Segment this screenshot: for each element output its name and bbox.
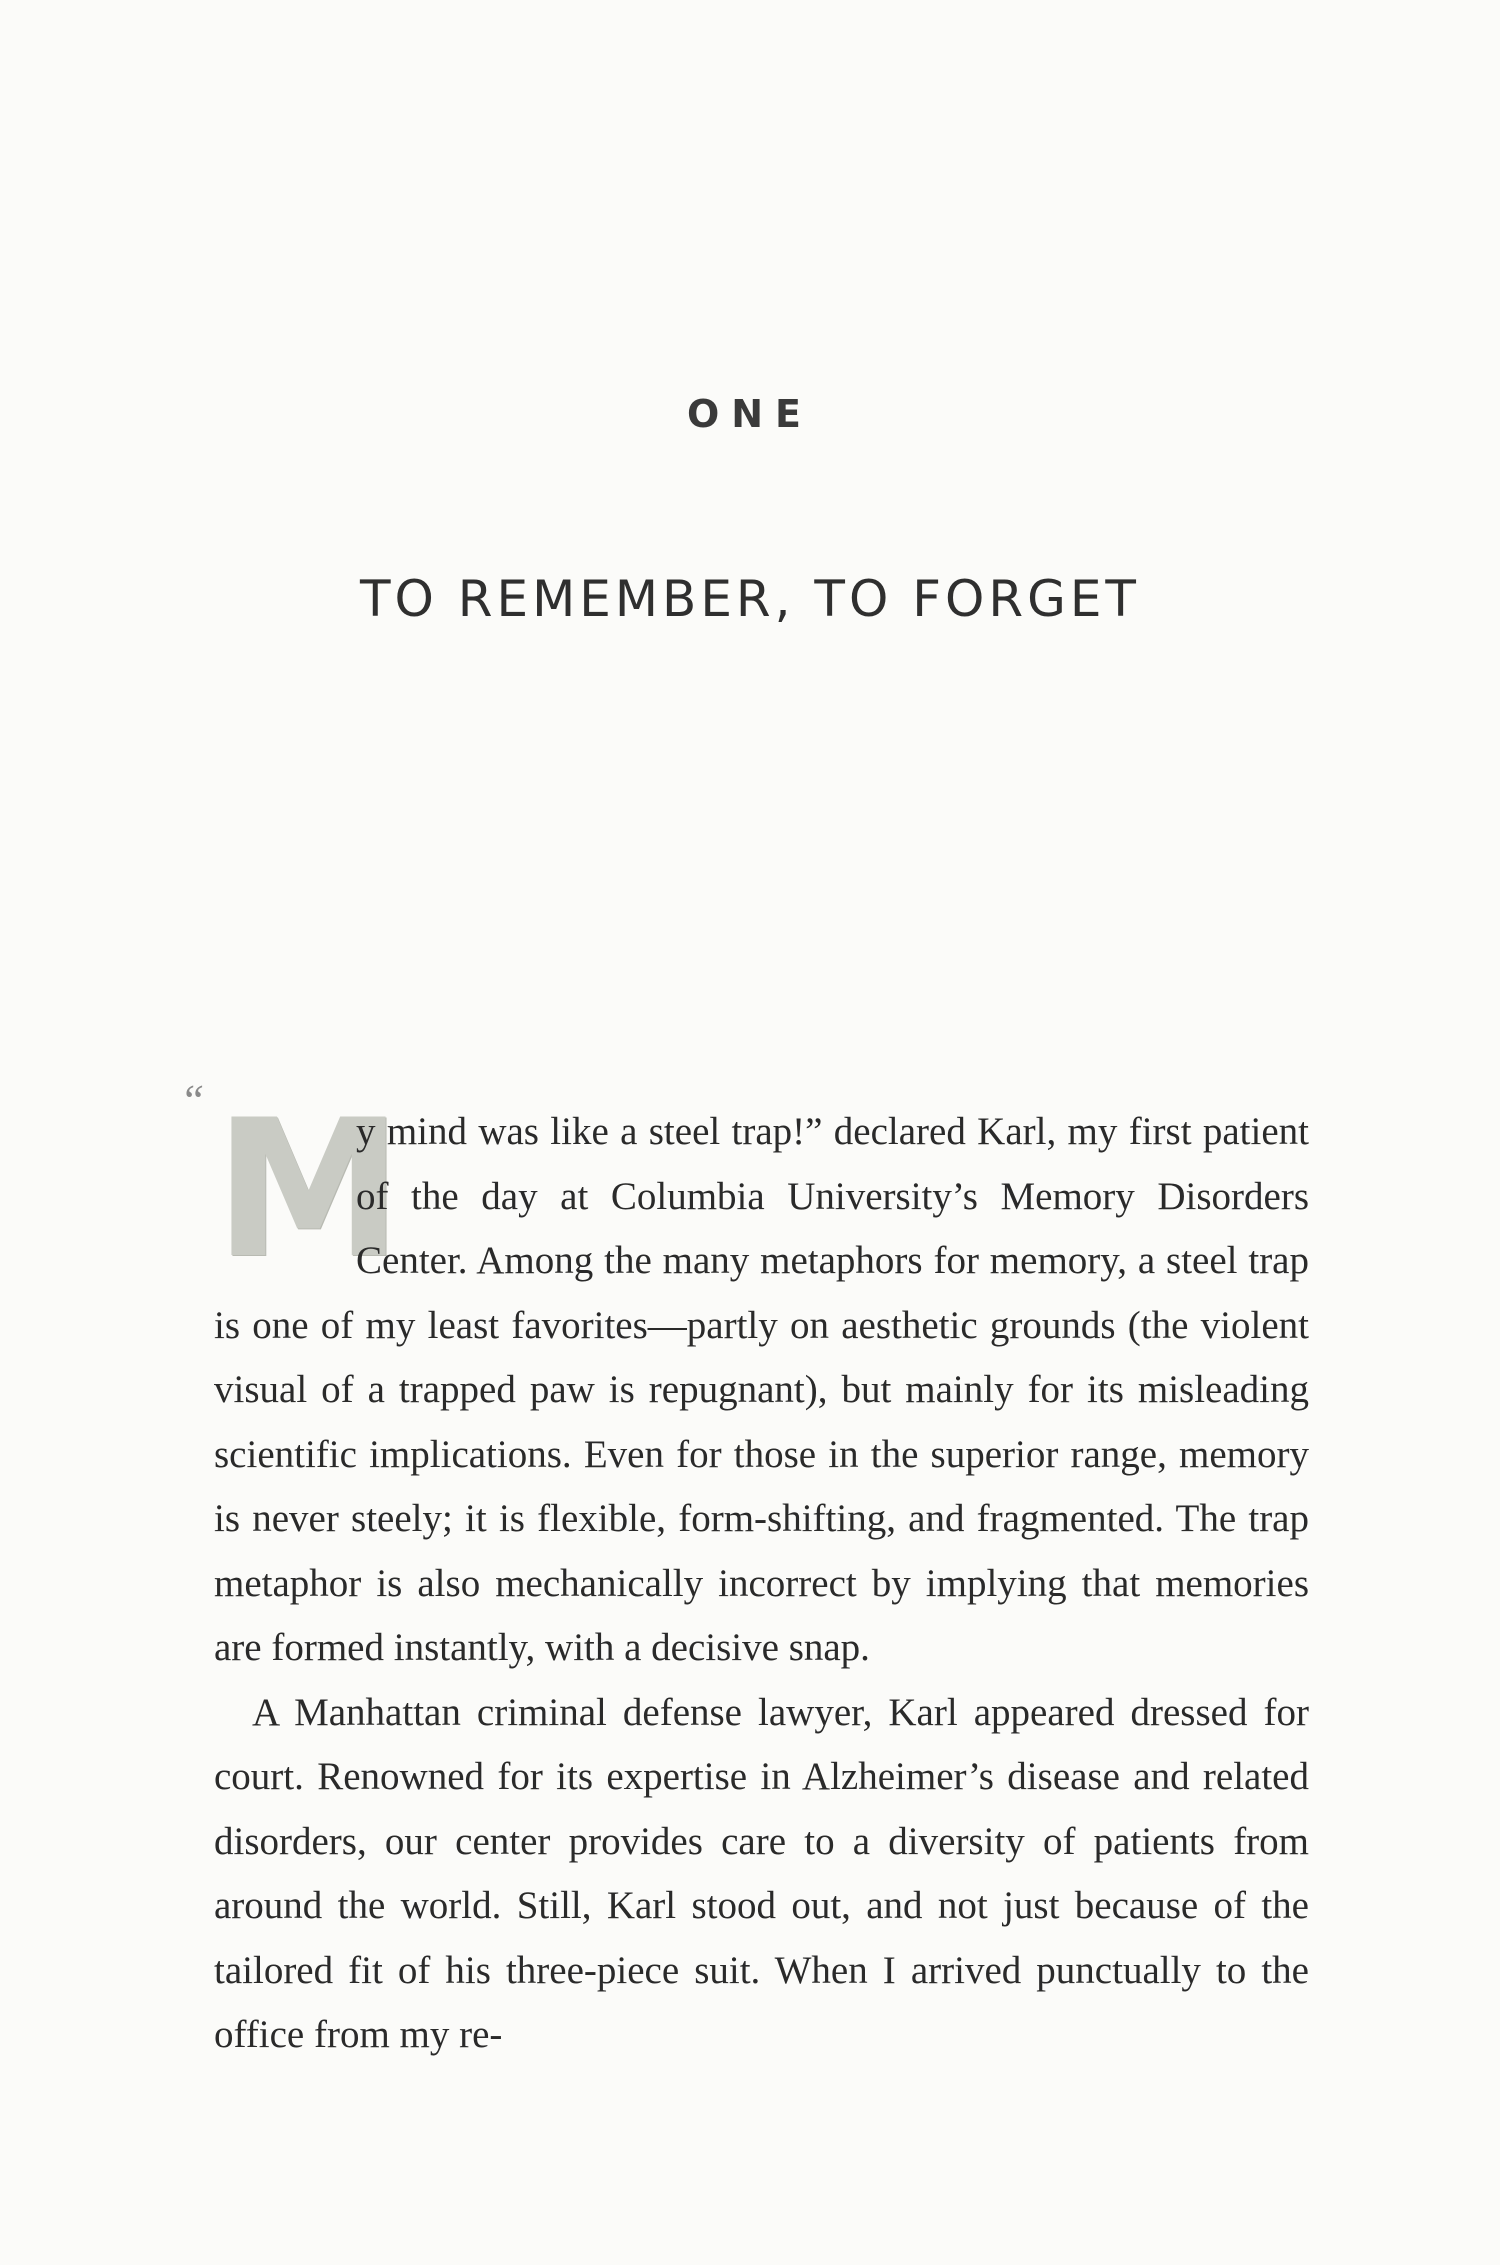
opening-quote-mark: “	[180, 1076, 205, 1125]
paragraph-2: A Manhattan criminal defense lawyer, Karl appeared dressed for court. Renowned for its expertise in Alzheimer’s disease and related disorders, our center provides care to a diversity of patients from around the world. Still, Karl stood out, and not just because of the tailored fit of his three-piece suit. When I arrived punctually to the office from my re-	[214, 1690, 1309, 2056]
drop-cap: M	[214, 1079, 404, 1300]
chapter-number: ONE	[686, 392, 814, 436]
paragraph-1-text: y mind was like a steel trap!” declared Karl, my first patient of the day at Columbia University’s Memory Disorders Center. Among the many metaphors for memory, a steel trap is one of my least favorites—partly on aesthetic grounds (the violent visual of a trapped paw is repugnant), but mainly for its misleading scientific implications. Even for those in the superior range, memory is never steely; it is flexible, form-shifting, and fragmented. The trap metaphor is also mechanically incorrect by implying that memories are formed instantly, with a decisive snap.	[214, 1110, 1309, 1669]
body-text	[214, 1079, 1309, 2068]
paragraph-1	[214, 1079, 1309, 1681]
chapter-title: TO REMEMBER, TO FORGET	[360, 570, 1140, 628]
